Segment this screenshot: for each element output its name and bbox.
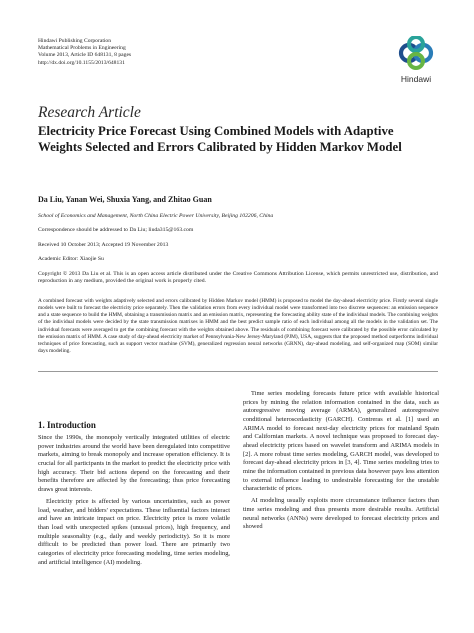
left-column xyxy=(38,434,230,567)
doi-link[interactable]: http://dx.doi.org/10.1155/2013/648131 xyxy=(38,59,125,66)
academic-editor: Academic Editor: Xiaojie Su xyxy=(38,256,104,262)
divider xyxy=(38,371,438,372)
paper-title: Electricity Price Forecast Using Combined Models with Adaptive Weights Selected and Errors Calibrated by Hidden Markov Model xyxy=(38,124,402,154)
paragraph: Time series modeling forecasts future price with available historical prices by mining the relation information contained in the data, such as autoregressive moving average (ARMA), generalized autoregressive conditional heteroscedasticity (GARCH). Contreras et al. [1] used an ARIMA model to forecast next-day electricity prices for mainland Spain and Californian markets. A novel technique was proposed to forecast day-ahead electricity prices based on wavelet transform and ARIMA models in [2]. A more robust time series modeling, GARCH model, was developed to forecast day-ahead electricity prices in [3, 4]. Time series modeling tries to mine the information contained in previous data however pays less attention to external influence leading to undesirable forecasting for the unstable characteristic of prices. xyxy=(243,390,439,493)
right-column xyxy=(243,390,439,532)
journal-name: Mathematical Problems in Engineering xyxy=(38,45,126,52)
received-dates: Received 10 October 2013; Accepted 19 November 2013 xyxy=(38,242,169,248)
publisher-line: Hindawi Publishing Corporation xyxy=(38,38,112,44)
copyright-notice: Copyright © 2013 Da Liu et al. This is an open access article distributed under the Creative Commons Attribution License, which permits unrestricted use, distribution, and reproduction in any medium, provided the original work is properly cited. xyxy=(38,271,438,285)
paragraph: AI modeling usually exploits more circumstance influence factors than time series modeling and thus presents more desirable results. Artificial neural networks (ANNs) were developed to forecast electricity prices and showed xyxy=(243,497,439,531)
volume-line: Volume 2013, Article ID 648131, 8 pages xyxy=(38,52,132,59)
journal-header xyxy=(38,38,131,67)
authors: Da Liu, Yanan Wei, Shuxia Yang, and Zhitao Guan xyxy=(38,195,212,204)
affiliation: School of Economics and Management, North China Electric Power University, Beijing 102206, China xyxy=(38,213,274,219)
section-heading: 1. Introduction xyxy=(38,420,96,430)
hindawi-logo-text: Hindawi xyxy=(400,74,432,84)
paragraph: Electricity price is affected by various uncertainties, such as power load, weather, and bidders' expectations. These influential factors interact and have an intricate impact on price. Electricity price is more volatile than load with unexpected spikes (unusual prices), high frequency, and multiple seasonality (e.g., daily and weekly periodicity). So it is more difficult to be predicted than power load. There are primarily two categories of electricity price forecasting modeling, time series modeling, and artificial intelligence (AI) modeling. xyxy=(38,497,230,566)
article-type: Research Article xyxy=(38,104,141,121)
correspondence: Correspondence should be addressed to Da Liu; liuda315@163.com xyxy=(38,227,194,233)
paragraph: Since the 1990s, the monopoly vertically integrated utilities of electric power industries around the world have been deregulated into competitive markets, aiming to break monopoly and increase operation efficiency. It is crucial for all participants in the market to predict the electricity price with high accuracy. Their bid actions depend on the forecasting and their benefits therefore are affected by the forecasting; thus price forecasting draws great interests. xyxy=(38,434,230,493)
abstract: A combined forecast with weights adaptively selected and errors calibrated by Hidden Markov model (HMM) is proposed to model the day-ahead electricity price. Firstly several single models were built to forecast the electricity price separately. Then the validation errors from every individual model were transformed into two discrete sequences: an emission sequence and a state sequence to build the HMM, obtaining a transmission matrix and an emission matrix, representing the forecasting ability state of the individual models. The combining weights of the individual models were decided by the state transmission matrixes in HMM and the best predict sample ratio of each individual among all the models in the validation set. The individual forecasts were averaged to get the combining forecast with the weights obtained above. The residuals of combining forecast were calibrated by the possible error calculated by the emission matrix of HMM. A case study of day-ahead electricity market of Pennsylvania-New Jersey-Maryland (PJM), USA, suggests that the proposed method outperforms individual techniques of price forecasting, such as support vector machine (SVM), generalized regression neural networks (GRNN), day-ahead modeling, and self-organized map (SOM) similar days modeling. xyxy=(38,298,438,355)
